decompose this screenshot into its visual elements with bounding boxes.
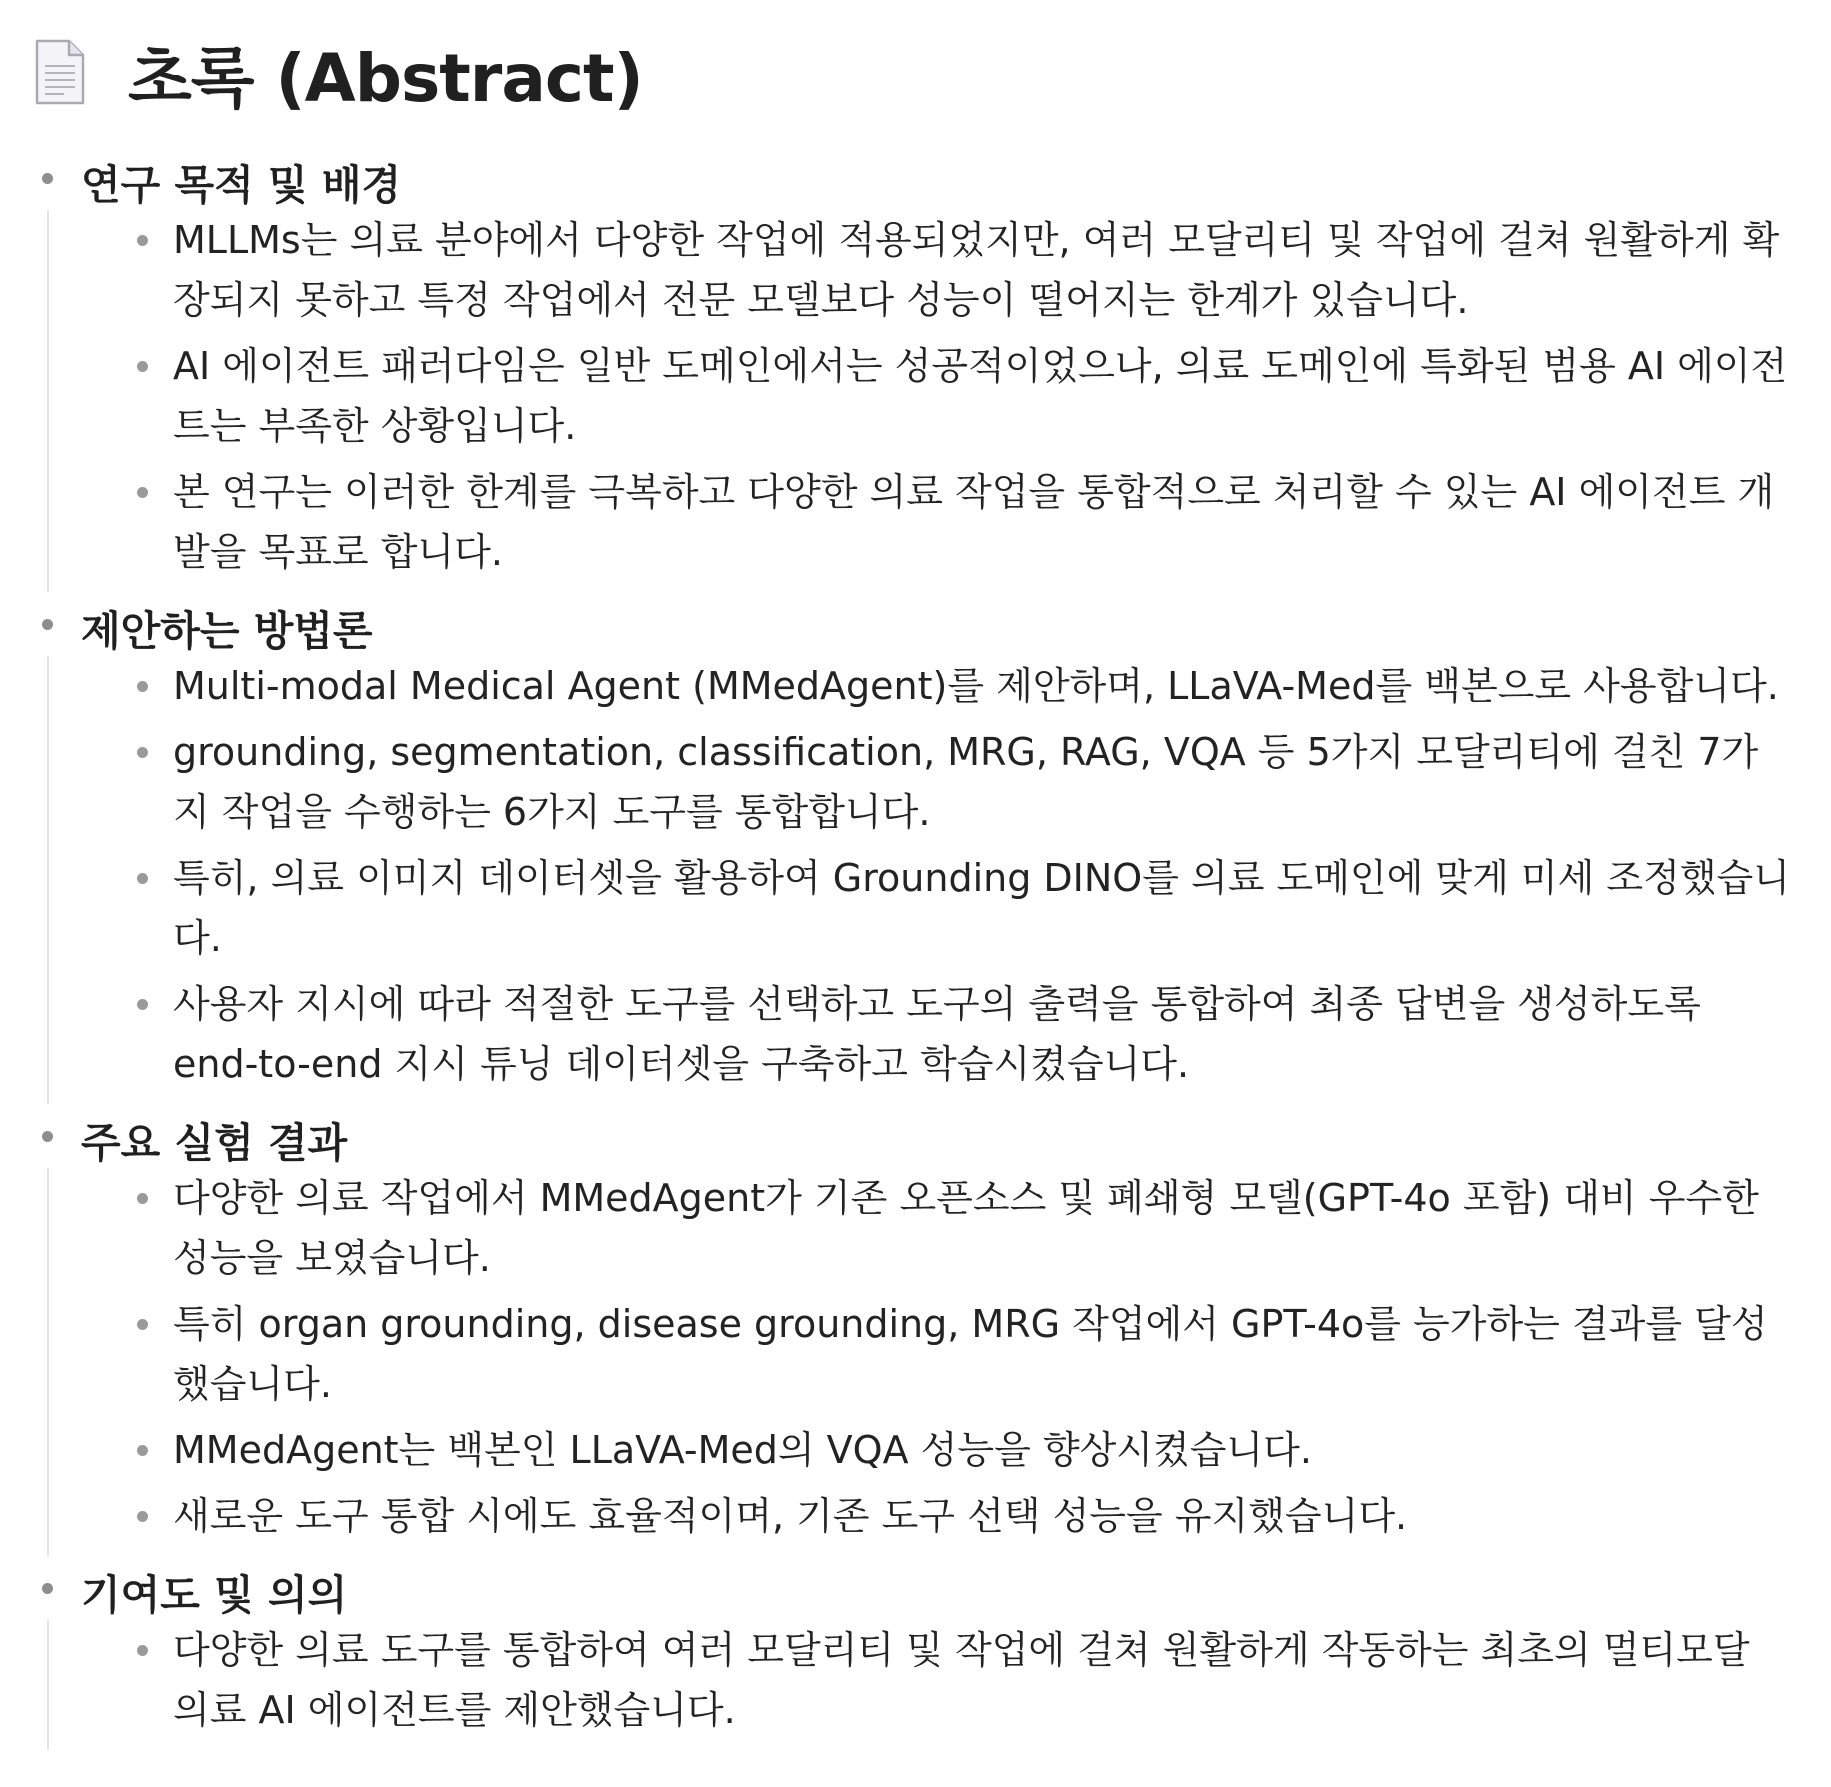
bullet-icon xyxy=(137,747,148,758)
bullet-icon xyxy=(42,1131,53,1142)
bullet-icon xyxy=(137,361,148,372)
section-heading[interactable] xyxy=(0,146,1831,210)
section-title: 기여도 및 의의 xyxy=(81,1571,348,1619)
section-children xyxy=(47,210,1831,592)
section-children xyxy=(47,1168,1831,1556)
list-item[interactable] xyxy=(49,1486,1831,1546)
list-item-text: 새로운 도구 통합 시에도 효율적이며, 기존 도구 선택 성능을 유지했습니다. xyxy=(173,1494,1408,1538)
section-children xyxy=(47,1620,1831,1750)
list-item-text: 다양한 의료 도구를 통합하여 여러 모달리티 및 작업에 걸쳐 원활하게 작동하는 최초의 멀티모달 의료 AI 에이전트를 제안했습니다. xyxy=(173,1628,1750,1732)
section-results xyxy=(0,1104,1831,1556)
section-heading[interactable] xyxy=(0,592,1831,656)
list-item-text: 특히, 의료 이미지 데이터셋을 활용하여 Grounding DINO를 의료 도메인에 맞게 미세 조정했습니다. xyxy=(173,856,1790,960)
page-title: 초록 (Abstract) xyxy=(128,39,643,117)
section-research-purpose xyxy=(0,146,1831,592)
list-item-text: MLLMs는 의료 분야에서 다양한 작업에 적용되었지만, 여러 모달리티 및 작업에 걸쳐 원활하게 확장되지 못하고 특정 작업에서 전문 모델보다 성능이 떨어지는 한계가 있습니다. xyxy=(173,218,1780,322)
section-title: 제안하는 방법론 xyxy=(81,607,373,655)
list-item[interactable] xyxy=(49,974,1831,1094)
section-methodology xyxy=(0,592,1831,1104)
document-icon[interactable] xyxy=(34,38,86,106)
list-item[interactable] xyxy=(49,722,1831,842)
list-item[interactable] xyxy=(49,336,1831,456)
list-item[interactable] xyxy=(49,210,1831,330)
list-item[interactable] xyxy=(49,462,1831,582)
page-header xyxy=(34,22,643,122)
bullet-icon xyxy=(137,1645,148,1656)
list-item[interactable] xyxy=(49,1294,1831,1414)
list-item[interactable] xyxy=(49,1168,1831,1288)
bullet-icon xyxy=(42,619,53,630)
section-contribution xyxy=(0,1556,1831,1750)
list-item-text: 사용자 지시에 따라 적절한 도구를 선택하고 도구의 출력을 통합하여 최종 답변을 생성하도록 end-to-end 지시 튜닝 데이터셋을 구축하고 학습시켰습니다. xyxy=(173,982,1701,1086)
bullet-icon xyxy=(137,1319,148,1330)
section-heading[interactable] xyxy=(0,1104,1831,1168)
bullet-icon xyxy=(137,1193,148,1204)
section-title: 연구 목적 및 배경 xyxy=(81,161,402,209)
bullet-icon xyxy=(42,1583,53,1594)
section-children xyxy=(47,656,1831,1104)
list-item-text: 본 연구는 이러한 한계를 극복하고 다양한 의료 작업을 통합적으로 처리할 수 있는 AI 에이전트 개발을 목표로 합니다. xyxy=(173,470,1775,574)
outline xyxy=(0,146,1831,1750)
bullet-icon xyxy=(137,235,148,246)
bullet-icon xyxy=(137,1511,148,1522)
section-title: 주요 실험 결과 xyxy=(81,1119,348,1167)
list-item-text: MMedAgent는 백본인 LLaVA-Med의 VQA 성능을 향상시켰습니다. xyxy=(173,1428,1312,1472)
bullet-icon xyxy=(137,487,148,498)
bullet-icon xyxy=(137,873,148,884)
bullet-icon xyxy=(42,173,53,184)
list-item-text: grounding, segmentation, classification, MRG, RAG, VQA 등 5가지 모달리티에 걸친 7가지 작업을 수행하는 6가지 도구를 통합합니다. xyxy=(173,730,1759,834)
list-item-text: 다양한 의료 작업에서 MMedAgent가 기존 오픈소스 및 폐쇄형 모델(GPT-4o 포함) 대비 우수한 성능을 보였습니다. xyxy=(173,1176,1759,1280)
list-item-text: Multi-modal Medical Agent (MMedAgent)를 제안하며, LLaVA-Med를 백본으로 사용합니다. xyxy=(173,664,1779,708)
list-item[interactable] xyxy=(49,1620,1831,1740)
bullet-icon xyxy=(137,681,148,692)
list-item-text: 특히 organ grounding, disease grounding, MRG 작업에서 GPT-4o를 능가하는 결과를 달성했습니다. xyxy=(173,1302,1768,1406)
bullet-icon xyxy=(137,1445,148,1456)
list-item[interactable] xyxy=(49,1420,1831,1480)
list-item-text: AI 에이전트 패러다임은 일반 도메인에서는 성공적이었으나, 의료 도메인에 특화된 범용 AI 에이전트는 부족한 상황입니다. xyxy=(173,344,1788,448)
bullet-icon xyxy=(137,999,148,1010)
section-heading[interactable] xyxy=(0,1556,1831,1620)
list-item[interactable] xyxy=(49,656,1831,716)
list-item[interactable] xyxy=(49,848,1831,968)
